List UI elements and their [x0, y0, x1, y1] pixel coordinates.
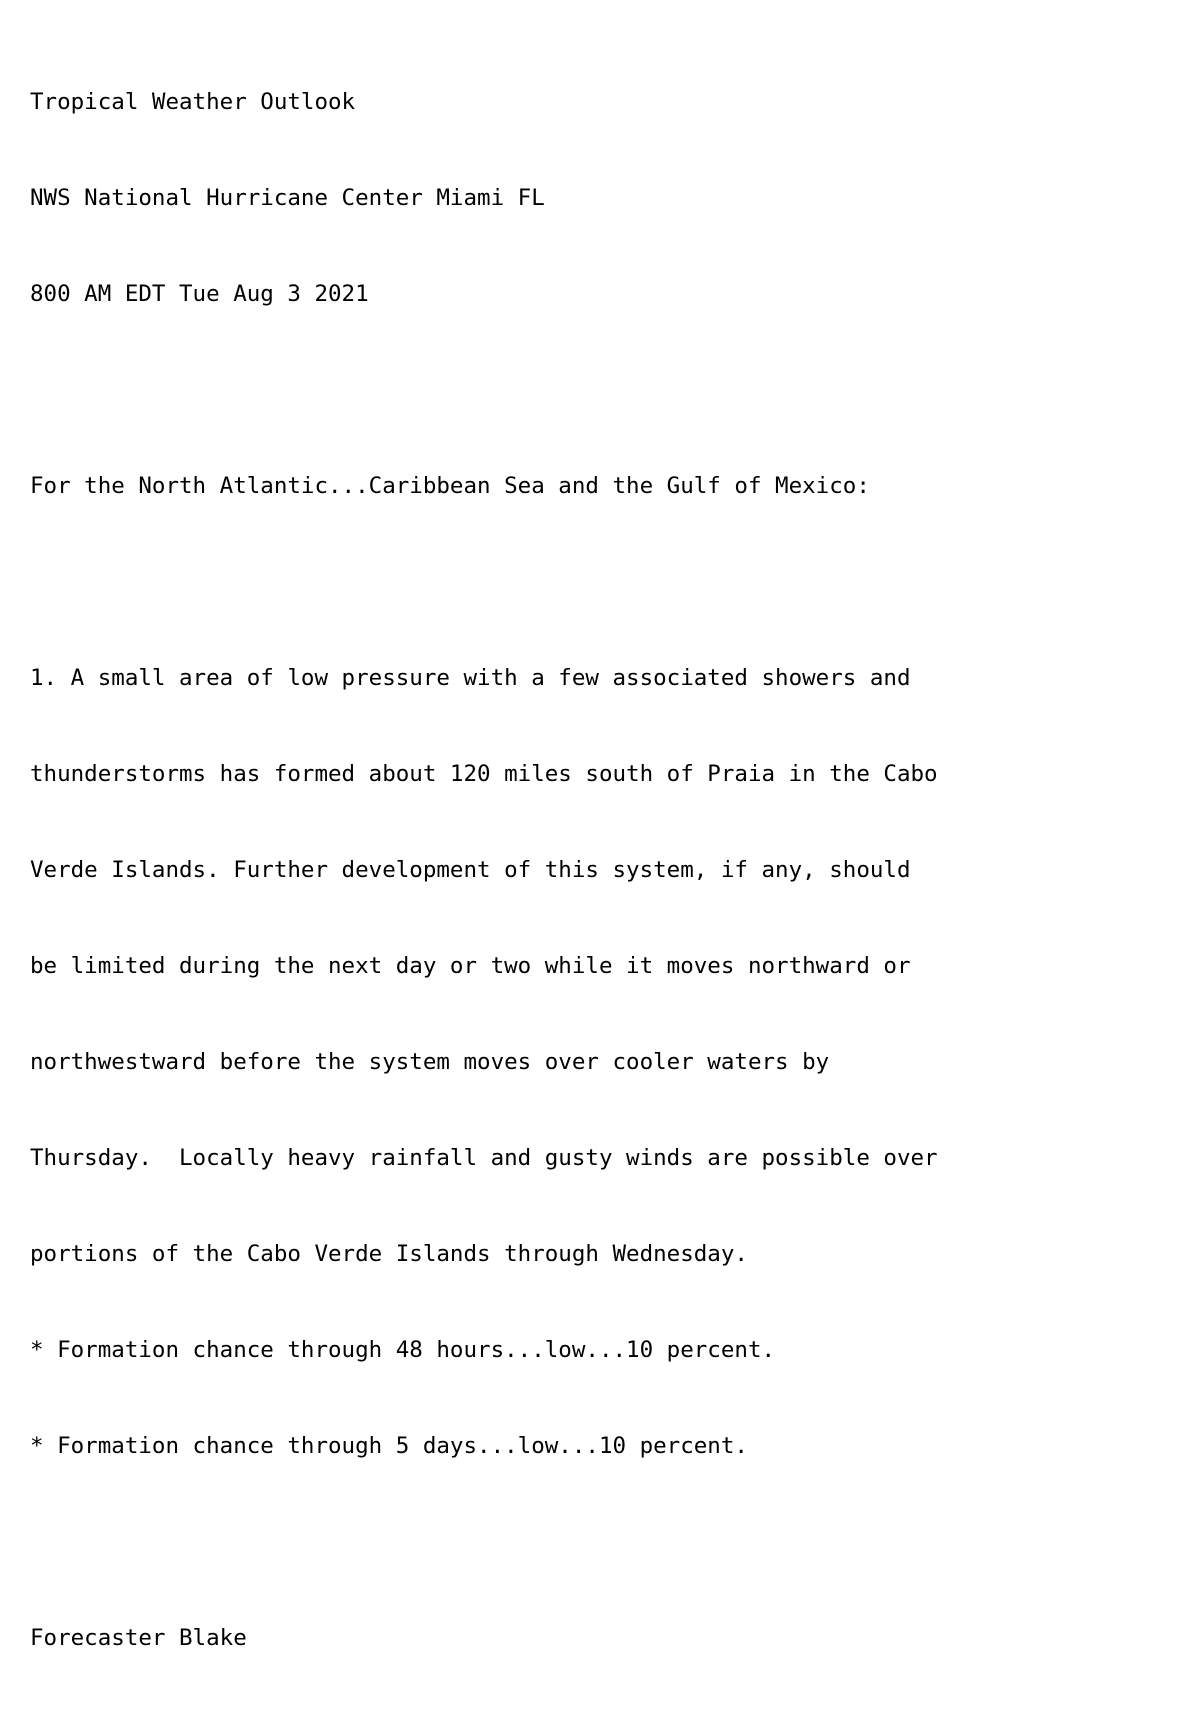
item-1-line-3: Verde Islands. Further development of this system, if any, should	[30, 857, 911, 883]
item-1-line-7: portions of the Cabo Verde Islands through Wednesday.	[30, 1241, 748, 1267]
item-1-line-6: Thursday. Locally heavy rainfall and gusty winds are possible over	[30, 1145, 938, 1171]
forecaster-signature: Forecaster Blake	[30, 1625, 247, 1651]
issuing-office: NWS National Hurricane Center Miami FL	[30, 185, 545, 211]
item-1-line-1: 1. A small area of low pressure with a few associated showers and	[30, 665, 911, 691]
spacer-line-3	[30, 1526, 1202, 1558]
formation-chance-48h: * Formation chance through 48 hours...low...10 percent.	[30, 1337, 776, 1363]
outlook-text-body	[30, 22, 1202, 1718]
document-title: Tropical Weather Outlook	[30, 89, 356, 115]
basin-scope-line: For the North Atlantic...Caribbean Sea and the Gulf of Mexico:	[30, 473, 870, 499]
item-1-line-2: thunderstorms has formed about 120 miles south of Praia in the Cabo	[30, 761, 938, 787]
spacer-line-2	[30, 566, 1202, 598]
item-1-line-5: northwestward before the system moves over cooler waters by	[30, 1049, 830, 1075]
spacer-line-1	[30, 374, 1202, 406]
item-1-line-4: be limited during the next day or two while it moves northward or	[30, 953, 911, 979]
formation-chance-5day: * Formation chance through 5 days...low...10 percent.	[30, 1433, 748, 1459]
issue-timestamp: 800 AM EDT Tue Aug 3 2021	[30, 281, 369, 307]
